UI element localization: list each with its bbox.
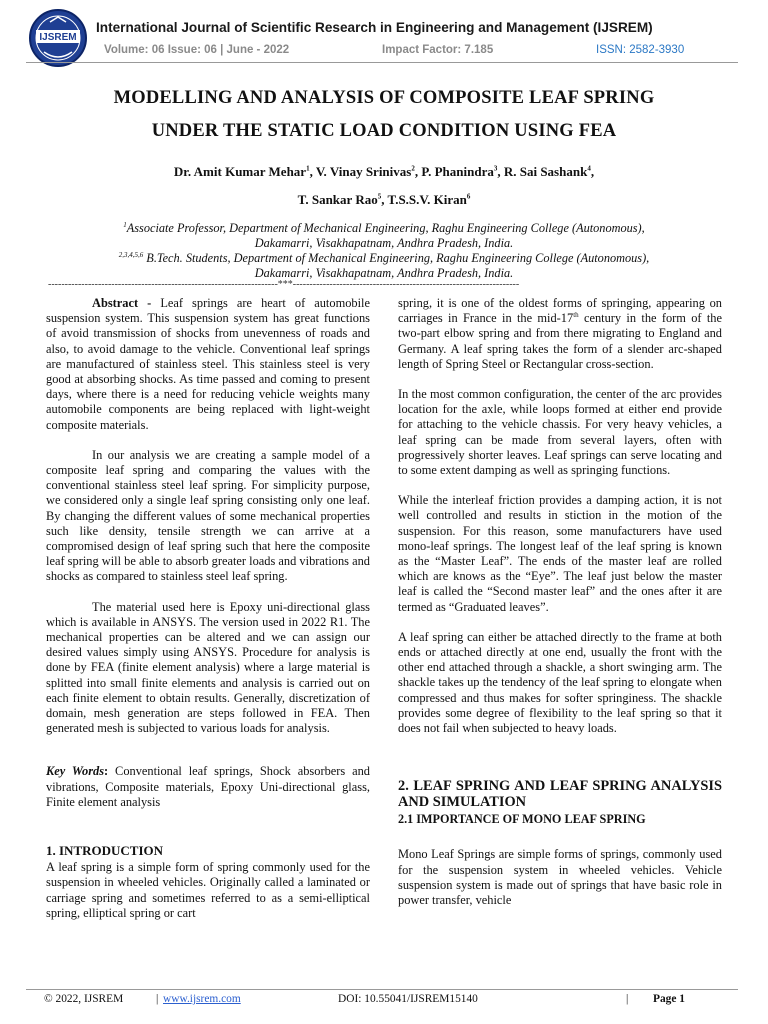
- author-sup: 1: [306, 164, 310, 173]
- keywords-text: Conventional leaf springs, Shock absorbers and vibrations, Composite materials, Epoxy Uni-directional glass, Finite element analysis: [46, 764, 370, 809]
- journal-name: International Journal of Scientific Research in Engineering and Management (IJSREM): [96, 20, 653, 35]
- affiliation-sup: 2,3,4,5,6: [118, 250, 144, 259]
- intro-heading: 1. INTRODUCTION: [46, 843, 164, 859]
- right-paragraph-1: [398, 296, 722, 372]
- affiliation-2-line-2: Dakamarri, Visakhapatnam, Andhra Pradesh, India.: [254, 266, 514, 280]
- abstract-paragraph-1: [46, 296, 370, 433]
- right-paragraph-2: In the most common configuration, the center of the arc provides location for the axle, while loops formed at either end provide for attaching to the vehicle chassis. For very heavy vehicles, a leaf spring can be made from several layers, often with progressively shorter leaves. Leaf springs can serve locating and to some extent damping as well as springing functions.: [398, 387, 722, 478]
- logo-text: IJSREM: [39, 32, 77, 43]
- journal-logo: [28, 8, 88, 68]
- intro-paragraph-1: A leaf spring is a simple form of spring commonly used for the suspension in wheeled vehicles. Originally called a laminated or carriage spring and sometimes referred to as a semi-elliptical spring, elliptical spring or cart: [46, 860, 370, 920]
- header-rule: [26, 62, 738, 63]
- affiliation-text: B.Tech. Students, Department of Mechanical Engineering, Raghu Engineering College (Autonomous),: [143, 251, 650, 265]
- section-divider: ---------------------------------------------------------------------***--------------------------------------------------------------------: [48, 279, 520, 290]
- right-paragraph-3: While the interleaf friction provides a damping action, it is not well controlled and results in stiction in the motion of the suspension. For this reason, some manufacturers have used mono-leaf springs. The longest leaf of the leaf spring is known as the “Master Leaf”. The ends of the master leaf are rolled which are knows as the “Eye”. The leaf just below the master leaf is called the “Second master leaf” and the ones after it are termed as “Graduated leaves”.: [398, 493, 722, 614]
- paragraph-text: spring, it is one of the oldest forms of springing, appearing on carriages in France in the mid-17: [398, 296, 722, 326]
- footer-doi: DOI: 10.55041/IJSREM15140: [338, 993, 478, 1005]
- author-name: Dr. Amit Kumar Mehar: [173, 164, 307, 179]
- affiliation-2-line-1: [0, 250, 768, 266]
- authors-line-1: [0, 164, 768, 180]
- affiliation-1-line-2: Dakamarri, Visakhapatnam, Andhra Pradesh, India.: [254, 236, 514, 250]
- keywords: [46, 764, 370, 810]
- ordinal-sup: th: [573, 311, 579, 320]
- author-sup: 5: [377, 192, 382, 201]
- author-name: , T.S.S.V. Kiran: [381, 192, 467, 207]
- footer-website-link[interactable]: www.ijsrem.com: [163, 993, 241, 1005]
- section-2-heading: 2. LEAF SPRING AND LEAF SPRING ANALYSIS AND SIMULATION: [398, 778, 722, 811]
- affiliation-sup: 1: [123, 220, 127, 229]
- abstract-text: Leaf springs are heart of automobile suspension system. This suspension system has great functions of avoid transmission of shocks from unevenness of roads and also, to avoid damage to the vehicle. Conventional leaf springs are manufactured of stainless steel. This stainless steel is very good at absorbing shocks. As time passed and coming to present days, where there is a need for reducing vehicle weights many automobile components are being replaced with light-weight composite materials.: [46, 296, 370, 432]
- right-paragraph-4: A leaf spring can either be attached directly to the frame at both ends or attached directly at one end, usually the front with the other end attached through a shackle, a short swinging arm. The shackle takes up the tendency of the leaf spring to elongate when compressed and thus makes for softer springiness. The shackle provides some degree of flexibility to the leaf spring so that it does not fail when subjected to heavy loads.: [398, 629, 722, 736]
- author-sup: 6: [466, 192, 471, 201]
- left-column: [46, 296, 370, 936]
- author-name: , P. Phanindra: [414, 164, 494, 179]
- footer-page-number: Page 1: [653, 993, 685, 1005]
- paragraph-text: century in the form of the two-part elbow spring and from there migrating to England and Germany. A leaf spring takes the form of a slender arc-shaped length of Spring Steel or Rectangular cross-section.: [398, 311, 723, 371]
- footer-copyright: © 2022, IJSREM: [44, 993, 124, 1005]
- issn: ISSN: 2582-3930: [596, 44, 685, 56]
- footer-separator: |: [626, 993, 629, 1005]
- keywords-colon: :: [104, 764, 109, 779]
- abstract-paragraph-3: The material used here is Epoxy uni-directional glass which is available in ANSYS. The version used in 2022 R1. The mechanical properties can be altered and we can assign our desired values simply using ANSYS. Procedure for analysis is done by FEA (finite element analysis) where a large material is splitted into small finite elements and analysis is carried out on each finite element to obtain results. Generally, discretization of domain, mesh generation are steps followed in FEA. Then generated mesh is subjected to various loads for analysis.: [46, 599, 370, 736]
- paper-title-line-1: MODELLING AND ANALYSIS OF COMPOSITE LEAF SPRING: [113, 88, 655, 108]
- footer-rule: [26, 989, 738, 990]
- author-name: , R. Sai Sashank: [497, 164, 588, 179]
- impact-factor: Impact Factor: 7.185: [382, 44, 494, 56]
- author-sup: 3: [493, 164, 498, 173]
- author-sup: 4: [587, 164, 591, 173]
- affiliation-text: Associate Professor, Department of Mechanical Engineering, Raghu Engineering College (Autonomous),: [126, 221, 645, 235]
- author-name: , V. Vinay Srinivas: [309, 164, 412, 179]
- abstract-label: Abstract -: [92, 296, 152, 310]
- right-paragraph-5: Mono Leaf Springs are simple forms of springs, commonly used for the suspension system in wheeled vehicles. Vehicle suspension system is made out of springs that have basic role in power transfer, vehicle: [398, 847, 722, 908]
- author-punct: ,: [590, 164, 595, 179]
- paper-title-line-2: UNDER THE STATIC LOAD CONDITION USING FEA: [151, 121, 617, 141]
- section-2-1-heading: 2.1 IMPORTANCE OF MONO LEAF SPRING: [398, 812, 646, 827]
- author-sup: 2: [411, 164, 415, 173]
- authors-line-2: [0, 192, 768, 208]
- right-column: [398, 296, 722, 923]
- keywords-label: Key Words: [46, 764, 105, 779]
- abstract-paragraph-2: In our analysis we are creating a sample model of a composite leaf spring and comparing the values with the conventional stainless steel leaf spring. For simplicity purpose, we considered only a single leaf spring consisting only one leaf. By changing the different values of some mechanical properties such like density, tensile strength we can arrive at a compromised design of leaf spring such that here the composite leaf spring will be able to absorb greater loads and vibrations and shocks as compared to stainless steel leaf spring.: [46, 447, 370, 584]
- volume-issue: Volume: 06 Issue: 06 | June - 2022: [104, 44, 290, 56]
- footer-separator: |: [156, 993, 159, 1005]
- author-name: T. Sankar Rao: [297, 192, 378, 207]
- affiliation-1-line-1: [0, 220, 768, 236]
